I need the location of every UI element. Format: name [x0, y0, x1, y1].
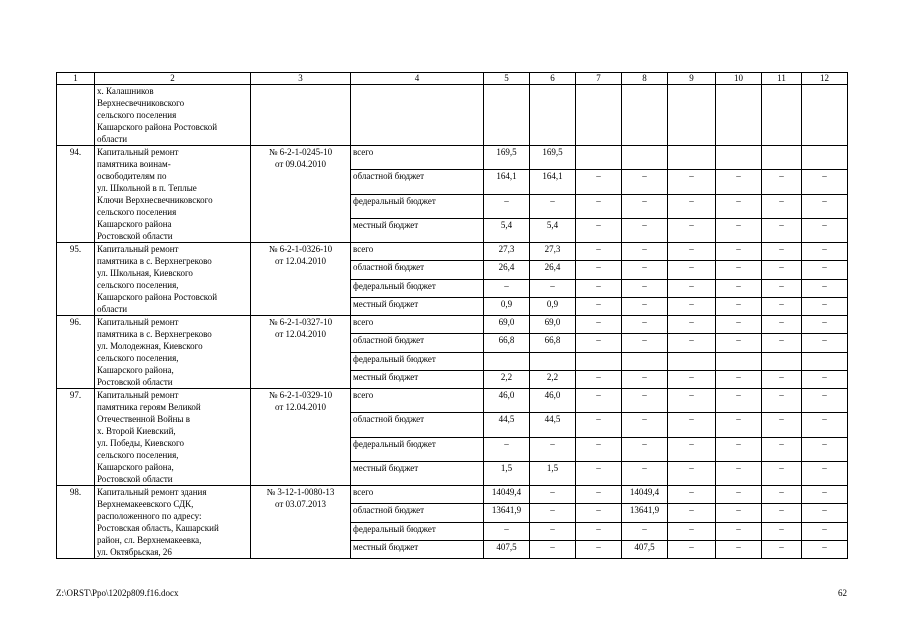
amount-cell: –: [622, 297, 668, 315]
amount-cell: –: [484, 522, 530, 540]
amount-cell: –: [576, 297, 622, 315]
amount-cell: [762, 146, 802, 170]
amount-cell: –: [576, 504, 622, 522]
amount-cell: 1,5: [530, 461, 576, 485]
amount-cell: [484, 352, 530, 370]
amount-cell: –: [576, 413, 622, 437]
amount-cell: –: [762, 218, 802, 242]
amount-cell: 5,4: [530, 218, 576, 242]
col-header: 10: [716, 73, 762, 85]
amount-cell: –: [802, 170, 848, 194]
amount-cell: –: [802, 522, 848, 540]
budget-source-label: всего: [351, 389, 484, 413]
amount-cell: –: [668, 316, 716, 334]
budget-source-label: областной бюджет: [351, 504, 484, 522]
col-header: 2: [95, 73, 251, 85]
col-header: 6: [530, 73, 576, 85]
file-path-footer: Z:\ORST\Ppo\1202p809.f16.docx: [56, 588, 179, 598]
amount-cell: –: [716, 334, 762, 352]
amount-cell: –: [576, 279, 622, 297]
amount-cell: –: [622, 334, 668, 352]
budget-source-label: всего: [351, 486, 484, 504]
amount-cell: –: [802, 437, 848, 461]
budget-source-label: всего: [351, 146, 484, 170]
amount-cell: [716, 146, 762, 170]
amount-cell: 13641,9: [622, 504, 668, 522]
amount-cell: –: [622, 370, 668, 388]
col-header: 11: [762, 73, 802, 85]
col-header: 4: [351, 73, 484, 85]
amount-cell: 46,0: [530, 389, 576, 413]
amount-cell: –: [716, 413, 762, 437]
amount-cell: –: [762, 461, 802, 485]
amount-cell: 0,9: [484, 297, 530, 315]
amount-cell: –: [668, 297, 716, 315]
amount-cell: –: [716, 461, 762, 485]
amount-cell: –: [762, 504, 802, 522]
amount-cell: –: [716, 540, 762, 558]
amount-cell: –: [530, 279, 576, 297]
budget-source-label: областной бюджет: [351, 334, 484, 352]
amount-cell: –: [668, 486, 716, 504]
amount-cell: –: [668, 243, 716, 261]
amount-cell: –: [622, 194, 668, 218]
object-name-cell: Капитальный ремонт памятника героям Великой Отечественной Войны в х. Второй Киевский, ул. Победы, Киевского сельского поселения, Кашарского района, Ростовской области: [95, 389, 251, 486]
amount-cell: 27,3: [484, 243, 530, 261]
amount-cell: –: [716, 218, 762, 242]
amount-cell: –: [802, 316, 848, 334]
amount-cell: –: [802, 389, 848, 413]
budget-source-label: местный бюджет: [351, 218, 484, 242]
amount-cell: –: [576, 334, 622, 352]
amount-cell: 69,0: [484, 316, 530, 334]
amount-cell: –: [576, 194, 622, 218]
document-number-cell: № 6-2-1-0329-10 от 12.04.2010: [251, 389, 351, 486]
amount-cell: –: [716, 437, 762, 461]
amount-cell: –: [802, 486, 848, 504]
amount-cell: –: [802, 461, 848, 485]
budget-source-label: всего: [351, 316, 484, 334]
amount-cell: 169,5: [530, 146, 576, 170]
amount-cell: –: [622, 279, 668, 297]
amount-cell: 1,5: [484, 461, 530, 485]
amount-cell: –: [576, 389, 622, 413]
object-name-cell: Капитальный ремонт памятника в с. Верхнегреково ул. Молодежная, Киевского сельского поселения, Кашарского района, Ростовской области: [95, 316, 251, 389]
amount-cell: –: [622, 261, 668, 279]
amount-cell: –: [802, 334, 848, 352]
amount-cell: 164,1: [484, 170, 530, 194]
amount-cell: –: [668, 194, 716, 218]
table-body: [57, 85, 848, 559]
amount-cell: –: [762, 389, 802, 413]
amount-cell: –: [668, 370, 716, 388]
amount-cell: –: [762, 279, 802, 297]
table-row: [57, 146, 848, 170]
amount-cell: –: [576, 218, 622, 242]
amount-cell: –: [716, 261, 762, 279]
amount-cell: [668, 146, 716, 170]
amount-cell: –: [668, 413, 716, 437]
amount-cell: –: [802, 297, 848, 315]
amount-cell: –: [576, 437, 622, 461]
amount-cell: –: [762, 297, 802, 315]
budget-source-label: областной бюджет: [351, 413, 484, 437]
amount-cell: –: [668, 170, 716, 194]
amount-cell: –: [622, 522, 668, 540]
amount-cell: –: [716, 194, 762, 218]
col-header: 8: [622, 73, 668, 85]
amount-cell: –: [668, 389, 716, 413]
amount-cell: [668, 352, 716, 370]
amount-cell: –: [762, 370, 802, 388]
amount-cell: –: [668, 522, 716, 540]
amount-cell: 69,0: [530, 316, 576, 334]
budget-source-label: местный бюджет: [351, 370, 484, 388]
amount-cell: 66,8: [484, 334, 530, 352]
amount-cell: 27,3: [530, 243, 576, 261]
amount-cell: –: [576, 261, 622, 279]
budget-source-label: областной бюджет: [351, 170, 484, 194]
amount-cell: –: [802, 370, 848, 388]
col-header: 9: [668, 73, 716, 85]
row-number-cell: 95.: [57, 243, 95, 316]
budget-source-label: федеральный бюджет: [351, 437, 484, 461]
amount-cell: [802, 352, 848, 370]
col-header: 1: [57, 73, 95, 85]
amount-cell: –: [668, 437, 716, 461]
object-name-cell: Капитальный ремонт здания Верхнемакеевского СДК, расположенного по адресу: Ростовская область, Кашарский район, сл. Верхнемакеевка, ул. Октябрьская, 26: [95, 486, 251, 559]
table-row: [57, 243, 848, 261]
amount-cell: –: [802, 279, 848, 297]
amount-cell: –: [622, 316, 668, 334]
amount-cell: –: [576, 370, 622, 388]
amount-cell: –: [716, 316, 762, 334]
amount-cell: –: [576, 461, 622, 485]
amount-cell: –: [622, 389, 668, 413]
amount-cell: –: [576, 170, 622, 194]
amount-cell: –: [762, 243, 802, 261]
program-table: [56, 72, 848, 559]
row-number-cell: [57, 85, 95, 146]
amount-cell: –: [530, 504, 576, 522]
amount-cell: –: [762, 413, 802, 437]
amount-cell: –: [762, 261, 802, 279]
amount-cell: –: [576, 316, 622, 334]
amount-cell: [576, 352, 622, 370]
row-number-cell: 97.: [57, 389, 95, 486]
amount-cell: –: [622, 413, 668, 437]
object-name-cell: Капитальный ремонт памятника воинам- освободителям по ул. Школьной в п. Теплые Ключи Верхнесвечниковского сельского поселения Кашарского района Ростовской области: [95, 146, 251, 243]
budget-source-label: всего: [351, 243, 484, 261]
amount-cell: –: [530, 486, 576, 504]
amount-cell: 2,2: [530, 370, 576, 388]
page-number: 62: [838, 588, 847, 598]
amount-cell: –: [762, 170, 802, 194]
amount-cell: –: [802, 540, 848, 558]
amount-cell: –: [802, 504, 848, 522]
amount-cell: –: [622, 437, 668, 461]
amount-cell: 2,2: [484, 370, 530, 388]
col-header: 12: [802, 73, 848, 85]
amount-cell: –: [762, 486, 802, 504]
amount-cell: –: [484, 279, 530, 297]
amount-cell: 5,4: [484, 218, 530, 242]
budget-source-label: областной бюджет: [351, 261, 484, 279]
document-number-cell: № 6-2-1-0245-10 от 09.04.2010: [251, 146, 351, 243]
amount-cell: 26,4: [484, 261, 530, 279]
object-name-cell: Капитальный ремонт памятника в с. Верхнегреково ул. Школьная, Киевского сельского поселения, Кашарского района Ростовской области: [95, 243, 251, 316]
amount-cell: –: [716, 279, 762, 297]
amount-cell: –: [716, 170, 762, 194]
amount-cell: –: [802, 261, 848, 279]
row-number-cell: 94.: [57, 146, 95, 243]
amount-cell: –: [484, 437, 530, 461]
amount-cell: –: [576, 540, 622, 558]
amount-cell: –: [802, 413, 848, 437]
amount-cell: 44,5: [484, 413, 530, 437]
amount-cell: 66,8: [530, 334, 576, 352]
amount-cell: –: [716, 504, 762, 522]
amount-cell: –: [716, 389, 762, 413]
amount-cell: –: [576, 522, 622, 540]
amount-cell: –: [484, 194, 530, 218]
col-header: 3: [251, 73, 351, 85]
amount-cell: –: [762, 334, 802, 352]
budget-source-label: федеральный бюджет: [351, 522, 484, 540]
object-name-cell: х. Калашников Верхнесвечниковского сельского поселения Кашарского района Ростовской области: [95, 85, 251, 146]
amount-cell: 13641,9: [484, 504, 530, 522]
col-header: 5: [484, 73, 530, 85]
table-row: [57, 389, 848, 413]
amount-cell: –: [622, 243, 668, 261]
amount-cell: –: [530, 522, 576, 540]
amount-cell: –: [716, 297, 762, 315]
amount-cell: [576, 146, 622, 170]
amount-cell: –: [762, 540, 802, 558]
amount-cell: –: [762, 437, 802, 461]
table-row: [57, 486, 848, 504]
amount-cell: –: [668, 504, 716, 522]
amount-cell: –: [716, 370, 762, 388]
amount-cell: –: [530, 194, 576, 218]
amount-cell: –: [716, 486, 762, 504]
amount-cell: 169,5: [484, 146, 530, 170]
amount-cell: 14049,4: [484, 486, 530, 504]
amount-cell: –: [622, 170, 668, 194]
amount-cell: 26,4: [530, 261, 576, 279]
amount-cell: 44,5: [530, 413, 576, 437]
amount-cell: [530, 352, 576, 370]
amount-cell: –: [716, 522, 762, 540]
amount-cell: –: [716, 243, 762, 261]
budget-source-label: федеральный бюджет: [351, 279, 484, 297]
amount-cell: –: [668, 218, 716, 242]
amount-cell: –: [762, 522, 802, 540]
amount-cell: 0,9: [530, 297, 576, 315]
amount-cell: –: [622, 461, 668, 485]
amount-cell: 46,0: [484, 389, 530, 413]
amount-cell: [622, 146, 668, 170]
amount-cell: 407,5: [622, 540, 668, 558]
row-number-cell: 98.: [57, 486, 95, 559]
amount-cell: –: [530, 540, 576, 558]
amount-cell: –: [622, 218, 668, 242]
amount-cell: –: [802, 218, 848, 242]
col-header: 7: [576, 73, 622, 85]
amount-cell: –: [802, 243, 848, 261]
document-number-cell: № 6-2-1-0327-10 от 12.04.2010: [251, 316, 351, 389]
amount-cell: –: [668, 261, 716, 279]
amount-cell: [802, 146, 848, 170]
amount-cell: –: [762, 316, 802, 334]
amount-cell: [622, 352, 668, 370]
table-row: [57, 316, 848, 334]
amount-cell: –: [668, 540, 716, 558]
continuation-row: [57, 85, 848, 146]
amount-cell: –: [802, 194, 848, 218]
amount-cell: –: [762, 194, 802, 218]
amount-cell: –: [668, 461, 716, 485]
amount-cell: –: [668, 279, 716, 297]
amount-cell: 14049,4: [622, 486, 668, 504]
amount-cell: –: [576, 486, 622, 504]
column-number-row: [57, 73, 848, 85]
budget-source-label: местный бюджет: [351, 461, 484, 485]
row-number-cell: 96.: [57, 316, 95, 389]
document-number-cell: № 3-12-1-0080-13 от 03.07.2013: [251, 486, 351, 559]
budget-source-label: федеральный бюджет: [351, 352, 484, 370]
amount-cell: 407,5: [484, 540, 530, 558]
budget-source-label: местный бюджет: [351, 297, 484, 315]
amount-cell: –: [668, 334, 716, 352]
amount-cell: [716, 352, 762, 370]
amount-cell: –: [530, 437, 576, 461]
amount-cell: 164,1: [530, 170, 576, 194]
amount-cell: –: [576, 243, 622, 261]
budget-source-label: федеральный бюджет: [351, 194, 484, 218]
document-number-cell: № 6-2-1-0326-10 от 12.04.2010: [251, 243, 351, 316]
amount-cell: [762, 352, 802, 370]
budget-source-label: местный бюджет: [351, 540, 484, 558]
